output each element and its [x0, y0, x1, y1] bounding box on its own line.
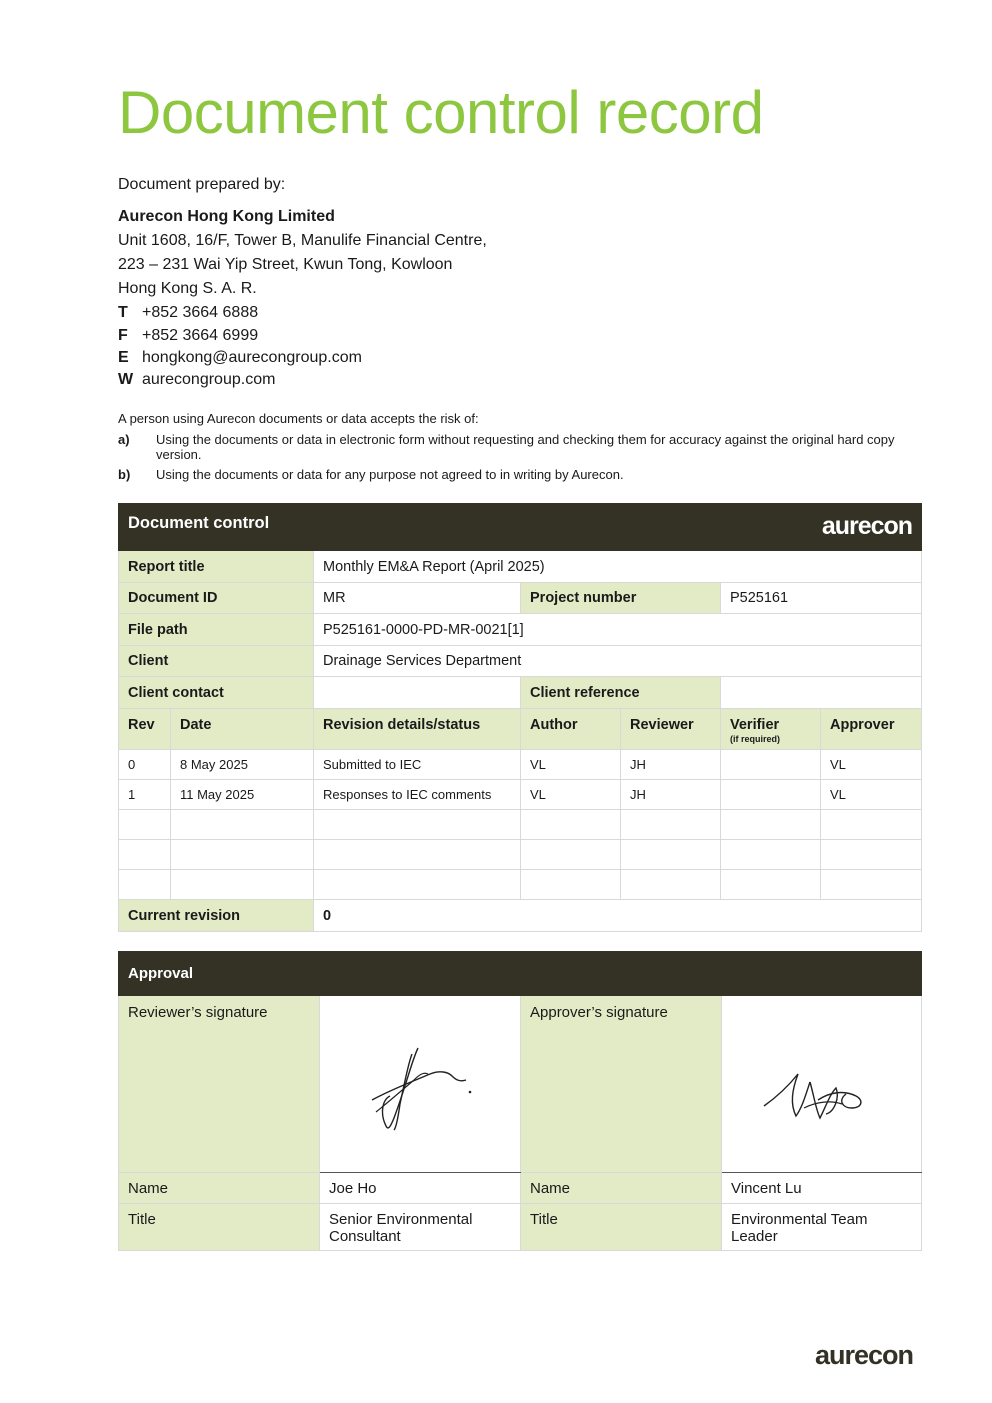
- author-cell: VL: [521, 780, 621, 810]
- client-contact-value: [314, 677, 521, 709]
- document-control-title: Document control: [128, 513, 270, 532]
- col-details: Revision details/status: [314, 709, 521, 750]
- empty-revision-row: [119, 810, 922, 840]
- client-label: Client: [119, 646, 314, 677]
- approver-signature-image: [722, 996, 922, 1168]
- risk-text: Using the documents or data for any purpose not agreed to in writing by Aurecon.: [156, 467, 624, 482]
- empty-revision-row: [119, 870, 922, 900]
- contact-phone: [118, 304, 258, 322]
- footer-aurecon-logo: aurecon: [815, 1340, 914, 1370]
- date-cell: 11 May 2025: [171, 780, 314, 810]
- approver-signature: [722, 996, 922, 1173]
- report-title-value: Monthly EM&A Report (April 2025): [314, 551, 922, 583]
- reviewer-signature: [320, 996, 521, 1173]
- address-line: 223 – 231 Wai Yip Street, Kwun Tong, Kowloon: [118, 256, 453, 273]
- prepared-by-label: Document prepared by:: [118, 176, 286, 193]
- approval-table: [118, 951, 922, 1251]
- rev-cell: 1: [119, 780, 171, 810]
- file-path-label: File path: [119, 614, 314, 646]
- client-reference-label: Client reference: [521, 677, 721, 709]
- date-cell: 8 May 2025: [171, 750, 314, 780]
- reviewer-title-label: Title: [119, 1204, 320, 1251]
- author-cell: VL: [521, 750, 621, 780]
- empty-revision-row: [119, 840, 922, 870]
- contact-key: T: [118, 304, 128, 321]
- reviewer-name-value: Joe Ho: [320, 1173, 521, 1204]
- document-id-value: MR: [314, 583, 521, 614]
- revision-header-row: [119, 709, 922, 750]
- aurecon-logo: aurecon: [821, 511, 913, 540]
- approver-name-value: Vincent Lu: [722, 1173, 922, 1204]
- file-path-value: P525161-0000-PD-MR-0021[1]: [314, 614, 922, 646]
- col-rev: Rev: [119, 709, 171, 750]
- risk-label: b): [118, 467, 131, 482]
- contact-website: [118, 371, 275, 389]
- contact-value: +852 3664 6888: [142, 304, 259, 321]
- col-author: Author: [521, 709, 621, 750]
- reviewer-cell: JH: [621, 780, 721, 810]
- risk-text: Using the documents or data in electronic form without requesting and checking them for accuracy against the original hard copy version.: [156, 432, 895, 462]
- company-name: Aurecon Hong Kong Limited: [118, 208, 335, 225]
- contact-key: E: [118, 349, 129, 366]
- current-revision-value: 0: [314, 900, 922, 932]
- contact-key: F: [118, 327, 128, 344]
- contact-value: +852 3664 6999: [142, 327, 259, 344]
- reviewer-signature-label: Reviewer’s signature: [119, 996, 320, 1173]
- address-line: Hong Kong S. A. R.: [118, 280, 257, 297]
- col-reviewer: Reviewer: [621, 709, 721, 750]
- contact-value: hongkong@aurecongroup.com: [142, 349, 362, 366]
- col-approver: Approver: [821, 709, 922, 750]
- reviewer-name-label: Name: [119, 1173, 320, 1204]
- reviewer-signature-image: [320, 996, 520, 1168]
- document-control-table: [118, 503, 922, 932]
- contact-email: [118, 349, 362, 367]
- approver-name-label: Name: [521, 1173, 722, 1204]
- approval-header: Approval: [119, 952, 922, 996]
- col-verifier: [721, 709, 821, 750]
- address-line: Unit 1608, 16/F, Tower B, Manulife Financial Centre,: [118, 232, 487, 249]
- project-number-label: Project number: [521, 583, 721, 614]
- client-contact-label: Client contact: [119, 677, 314, 709]
- contact-key: W: [118, 371, 134, 388]
- col-verifier-label: Verifier: [730, 717, 780, 733]
- client-value: Drainage Services Department: [314, 646, 922, 677]
- approver-cell: VL: [821, 780, 922, 810]
- revision-row: [119, 780, 922, 810]
- rev-cell: 0: [119, 750, 171, 780]
- col-date: Date: [171, 709, 314, 750]
- approver-title-label: Title: [521, 1204, 722, 1251]
- details-cell: Responses to IEC comments: [314, 780, 521, 810]
- verifier-cell: [721, 780, 821, 810]
- approver-cell: VL: [821, 750, 922, 780]
- current-revision-label: Current revision: [119, 900, 314, 932]
- verifier-cell: [721, 750, 821, 780]
- col-verifier-note: (if required): [730, 734, 781, 744]
- approver-title-value: Environmental Team Leader: [722, 1204, 922, 1251]
- page-title: Document control record: [118, 79, 764, 146]
- report-title-label: Report title: [119, 551, 314, 583]
- client-reference-value: [721, 677, 922, 709]
- approver-signature-label: Approver’s signature: [521, 996, 722, 1173]
- risk-intro: A person using Aurecon documents or data accepts the risk of:: [118, 411, 479, 426]
- project-number-value: P525161: [721, 583, 922, 614]
- reviewer-title-value: Senior Environmental Consultant: [320, 1204, 521, 1251]
- details-cell: Submitted to IEC: [314, 750, 521, 780]
- contact-value: aurecongroup.com: [142, 371, 276, 388]
- contact-fax: [118, 327, 258, 345]
- document-control-header: [119, 504, 922, 551]
- revision-row: [119, 750, 922, 780]
- document-id-label: Document ID: [119, 583, 314, 614]
- risk-label: a): [118, 432, 130, 447]
- reviewer-cell: JH: [621, 750, 721, 780]
